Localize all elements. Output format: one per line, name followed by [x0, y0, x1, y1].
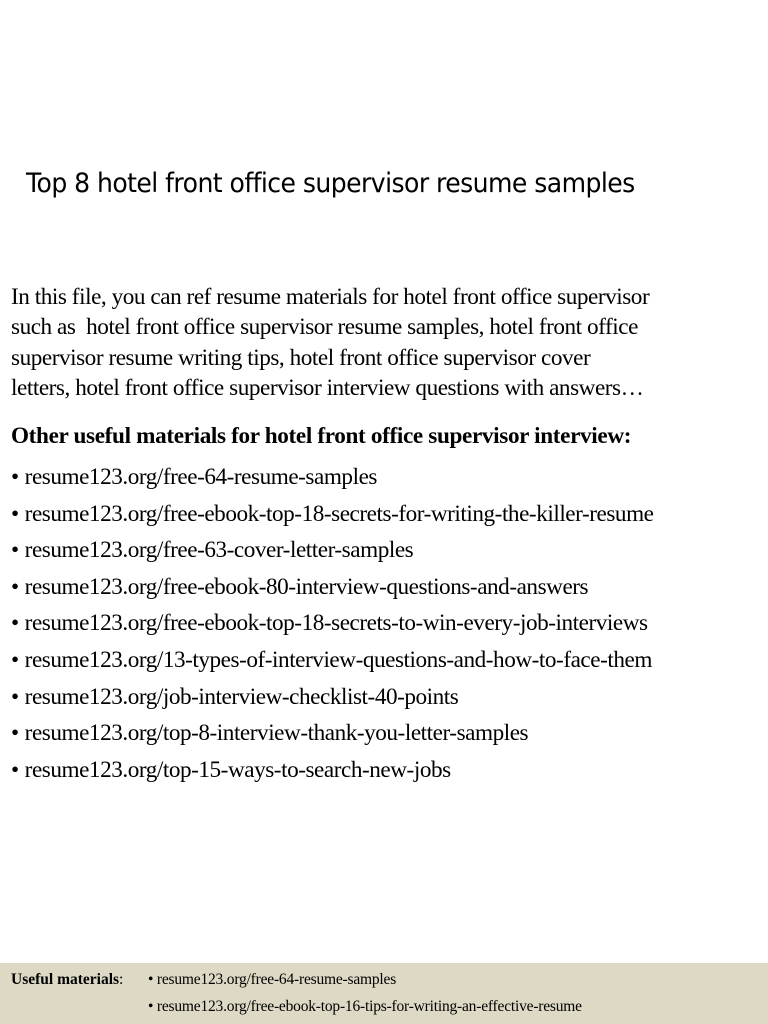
material-link[interactable]: resume123.org/free-ebook-80-interview-questions-and-answers [24, 573, 589, 600]
footer-label-text: Useful materials [11, 971, 120, 988]
footer-label [11, 971, 123, 989]
material-link[interactable]: resume123.org/free-ebook-top-18-secrets-for-writing-the-killer-resume [24, 500, 654, 527]
material-link[interactable]: resume123.org/top-15-ways-to-search-new-jobs [24, 756, 451, 783]
list-item [11, 715, 654, 752]
intro-line: letters, hotel front office supervisor interview questions with answers… [11, 374, 644, 401]
material-link[interactable]: resume123.org/free-64-resume-samples [24, 464, 377, 490]
materials-heading: Other useful materials for hotel front office supervisor interview: [11, 423, 632, 449]
material-link[interactable]: resume123.org/job-interview-checklist-40-points [24, 683, 459, 710]
bullet-icon: • [11, 464, 19, 490]
intro-paragraph [11, 282, 768, 403]
list-item [11, 679, 654, 716]
material-link[interactable]: resume123.org/13-types-of-interview-questions-and-how-to-face-them [24, 646, 652, 673]
list-item [11, 605, 654, 642]
page-title: Top 8 hotel front office supervisor resume samples [26, 168, 635, 199]
bullet-icon: • [11, 573, 19, 600]
intro-line: supervisor resume writing tips, hotel front office supervisor cover [11, 344, 591, 371]
footer-link[interactable]: • resume123.org/free-ebook-top-16-tips-for-writing-an-effective-resume [148, 998, 582, 1015]
bullet-icon: • [11, 756, 19, 783]
bullet-icon: • [11, 720, 19, 747]
bullet-icon: • [11, 683, 19, 710]
footer-link[interactable]: • resume123.org/free-64-resume-samples [148, 971, 397, 988]
material-link[interactable]: resume123.org/free-ebook-top-18-secrets-to-win-every-job-interviews [24, 610, 648, 637]
list-item [11, 642, 654, 679]
material-link[interactable]: resume123.org/top-8-interview-thank-you-letter-samples [24, 720, 529, 747]
list-item [11, 569, 654, 606]
footer-colon: : [119, 971, 124, 988]
material-link[interactable]: resume123.org/free-63-cover-letter-samples [24, 537, 414, 564]
bullet-icon: • [11, 537, 19, 564]
bullet-icon: • [11, 646, 19, 673]
intro-line: In this file, you can ref resume materials for hotel front office supervisor [11, 284, 650, 310]
footer-band [0, 963, 768, 1024]
intro-line: such as hotel front office supervisor resume samples, hotel front office [11, 314, 638, 341]
bullet-icon: • [11, 500, 19, 527]
materials-link-list [11, 459, 654, 788]
bullet-icon: • [11, 610, 19, 637]
list-item [11, 459, 654, 496]
list-item [11, 496, 654, 533]
list-item [11, 752, 654, 789]
list-item [11, 532, 654, 569]
